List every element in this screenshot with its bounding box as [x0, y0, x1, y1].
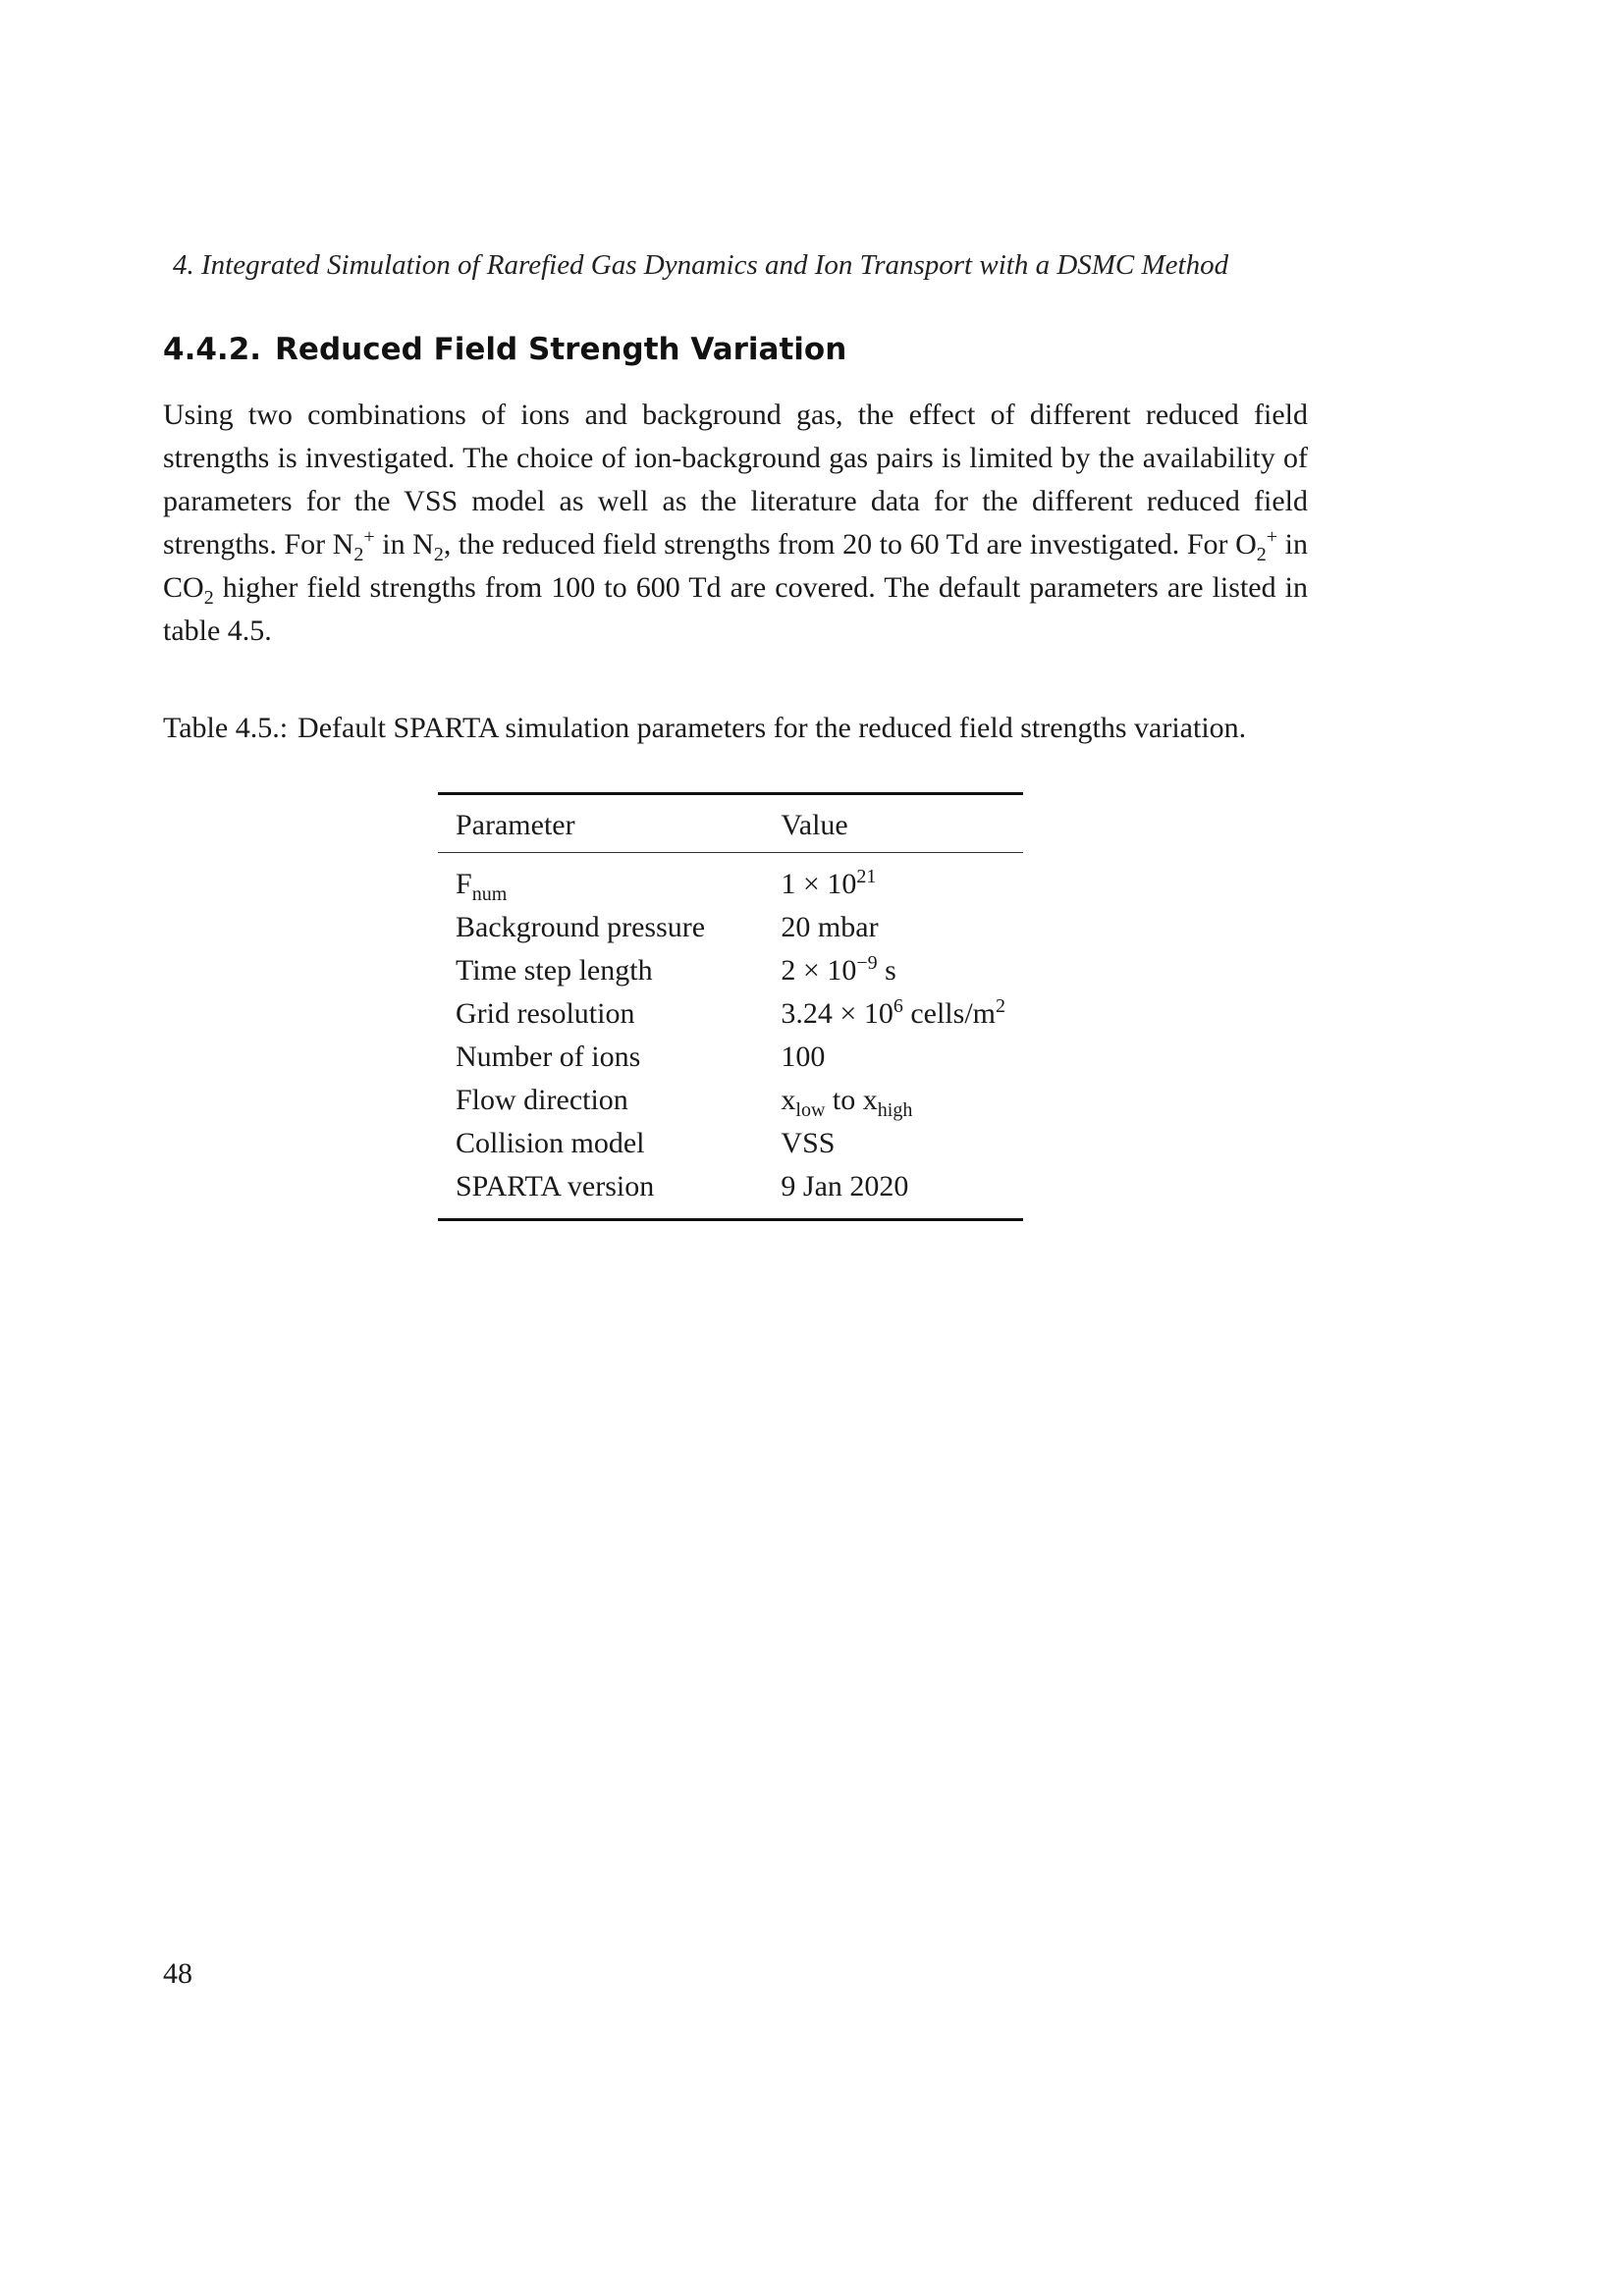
parameters-table — [438, 792, 1023, 1221]
body-paragraph: Using two combinations of ions and background gas, the effect of different reduced field strengths is investigated. The choice of ion-background gas pairs is limited by the availability of parameters for the VSS model as well as the literature data for the different reduced field strengths. For $N_2^+$ in $N_2$, the reduced field strengths from 20 to 60 Td are investigated. For $O_2^+$ in $CO_2$ higher field strengths from 100 to 600 Td are covered. The default parameters are listed in table 4.5. — [163, 399, 1308, 647]
cell-value: $x_{low}$ to $x_{high}$ — [781, 1084, 913, 1121]
cell-parameter: Grid resolution — [456, 997, 635, 1030]
page-number: 48 — [163, 1957, 192, 1990]
table-row — [438, 853, 1023, 907]
cell-value: 100 — [781, 1041, 826, 1073]
cell-parameter: Number of ions — [456, 1041, 641, 1073]
section-heading — [163, 332, 846, 367]
cell-value: 9 Jan 2020 — [781, 1170, 909, 1202]
cell-parameter: Collision model — [456, 1127, 645, 1159]
table-caption — [163, 707, 1308, 750]
cell-parameter: $F_{num}$ — [456, 868, 508, 905]
section-number: 4.4.2. — [163, 332, 262, 367]
running-header: 4. Integrated Simulation of Rarefied Gas Dynamics and Ion Transport with a DSMC Method — [173, 249, 1229, 281]
table-caption-text: Default SPARTA simulation parameters for the reduced field strengths variation. — [298, 712, 1247, 744]
table-row — [438, 1036, 1023, 1079]
parameters-table-grid — [438, 792, 1023, 1221]
cell-value: $2 \times 10^{-9}$ s — [781, 952, 896, 987]
cell-value: $3.24 \times 10^6$ cells/$m^2$ — [781, 995, 1005, 1030]
cell-value: 20 mbar — [781, 911, 879, 943]
table-row — [438, 1122, 1023, 1165]
cell-parameter: Background pressure — [456, 911, 706, 943]
table-caption-label: Table 4.5.: — [163, 712, 289, 744]
cell-value: $1 \times 10^{21}$ — [781, 866, 877, 900]
table-row — [438, 992, 1023, 1036]
column-header-value: Value — [763, 794, 1023, 853]
table-header-row — [438, 794, 1023, 853]
column-header-parameter: Parameter — [438, 794, 763, 853]
table-row — [438, 1079, 1023, 1122]
table-row — [438, 906, 1023, 949]
cell-value: VSS — [781, 1127, 836, 1159]
section-title: Reduced Field Strength Variation — [275, 332, 847, 367]
table-row — [438, 1165, 1023, 1220]
table-row — [438, 949, 1023, 992]
cell-parameter: SPARTA version — [456, 1170, 655, 1202]
cell-parameter: Time step length — [456, 954, 653, 987]
cell-parameter: Flow direction — [456, 1084, 628, 1116]
